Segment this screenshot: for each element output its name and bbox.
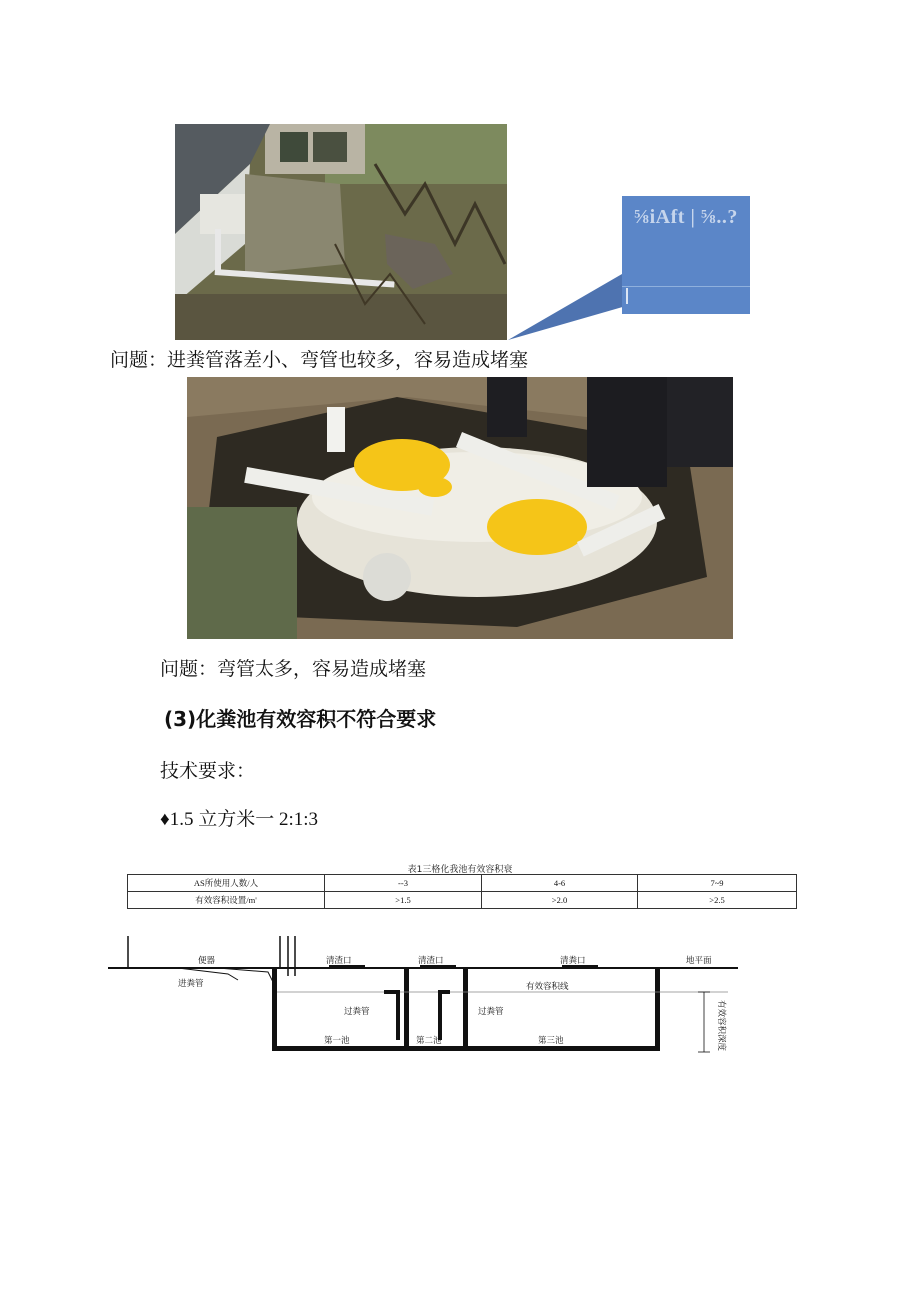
table-cell: >2.5 [638, 892, 797, 909]
table-caption: 表1三格化我池有效容积衰 [407, 865, 513, 875]
inlet-pipe [218, 968, 276, 988]
tank-wall [404, 968, 409, 1050]
diagram-label: 第三池 [538, 1036, 564, 1046]
volume-table [127, 874, 797, 909]
tech-requirements-label: 技术要求： [160, 760, 256, 782]
table-row [128, 875, 797, 892]
diagram-label: 过粪管 [478, 1007, 504, 1017]
table-cell: 4-6 [482, 875, 638, 892]
table-cell: 7~9 [638, 875, 797, 892]
ratio-unit: 立方米一 [198, 808, 275, 830]
diagram-label: 便器 [198, 956, 216, 966]
tank-wall [272, 968, 277, 1050]
callout-pointer [500, 260, 630, 344]
diagram-label: 第二池 [416, 1036, 442, 1046]
transfer-pipe [384, 992, 398, 1040]
septic-tank-photo [187, 377, 733, 639]
diagram-label: 有效容积深度 [716, 1000, 726, 1052]
ratio-prefix: ♦1.5 [160, 809, 194, 830]
tank-wall [655, 968, 660, 1050]
tank-floor [272, 1046, 660, 1051]
diagram-label: 过粪管 [344, 1007, 370, 1017]
diagram-label: 进粪管 [178, 979, 204, 989]
table-cell: 有效容积设置/m' [128, 892, 325, 909]
table-row [128, 892, 797, 909]
septic-site-photo [175, 124, 507, 340]
diagram-label: 地平面 [686, 956, 712, 966]
tank-section-diagram [108, 930, 758, 1060]
callout-divider [622, 286, 750, 287]
callout-box [622, 196, 750, 314]
photo1-caption: 问题：进粪管落差小、弯管也较多，容易造成堵塞 [110, 349, 529, 371]
volume-ratio-line [160, 810, 318, 829]
section-heading: (3)化粪池有效容积不符合要求 [164, 707, 437, 731]
table-cell: --3 [325, 875, 482, 892]
diagram-label: 清渣口 [418, 956, 444, 966]
diagram-label: 有效容积线 [526, 982, 569, 992]
table-cell: >1.5 [325, 892, 482, 909]
photo2-caption: 问题：弯管太多，容易造成堵塞 [160, 658, 427, 680]
diagram-label: 清粪口 [560, 956, 586, 966]
tank-wall [463, 968, 468, 1050]
diagram-label: 第一池 [324, 1036, 350, 1046]
diagram-label: 清渣口 [326, 956, 352, 966]
text-cursor [626, 288, 628, 304]
table-cell: AS所使用人数/人 [128, 875, 325, 892]
ratio-suffix: 2:1:3 [278, 809, 319, 830]
transfer-pipe [440, 992, 450, 1040]
callout-text: ⅝iAft | ⅝..? [634, 206, 738, 228]
table-cell: >2.0 [482, 892, 638, 909]
